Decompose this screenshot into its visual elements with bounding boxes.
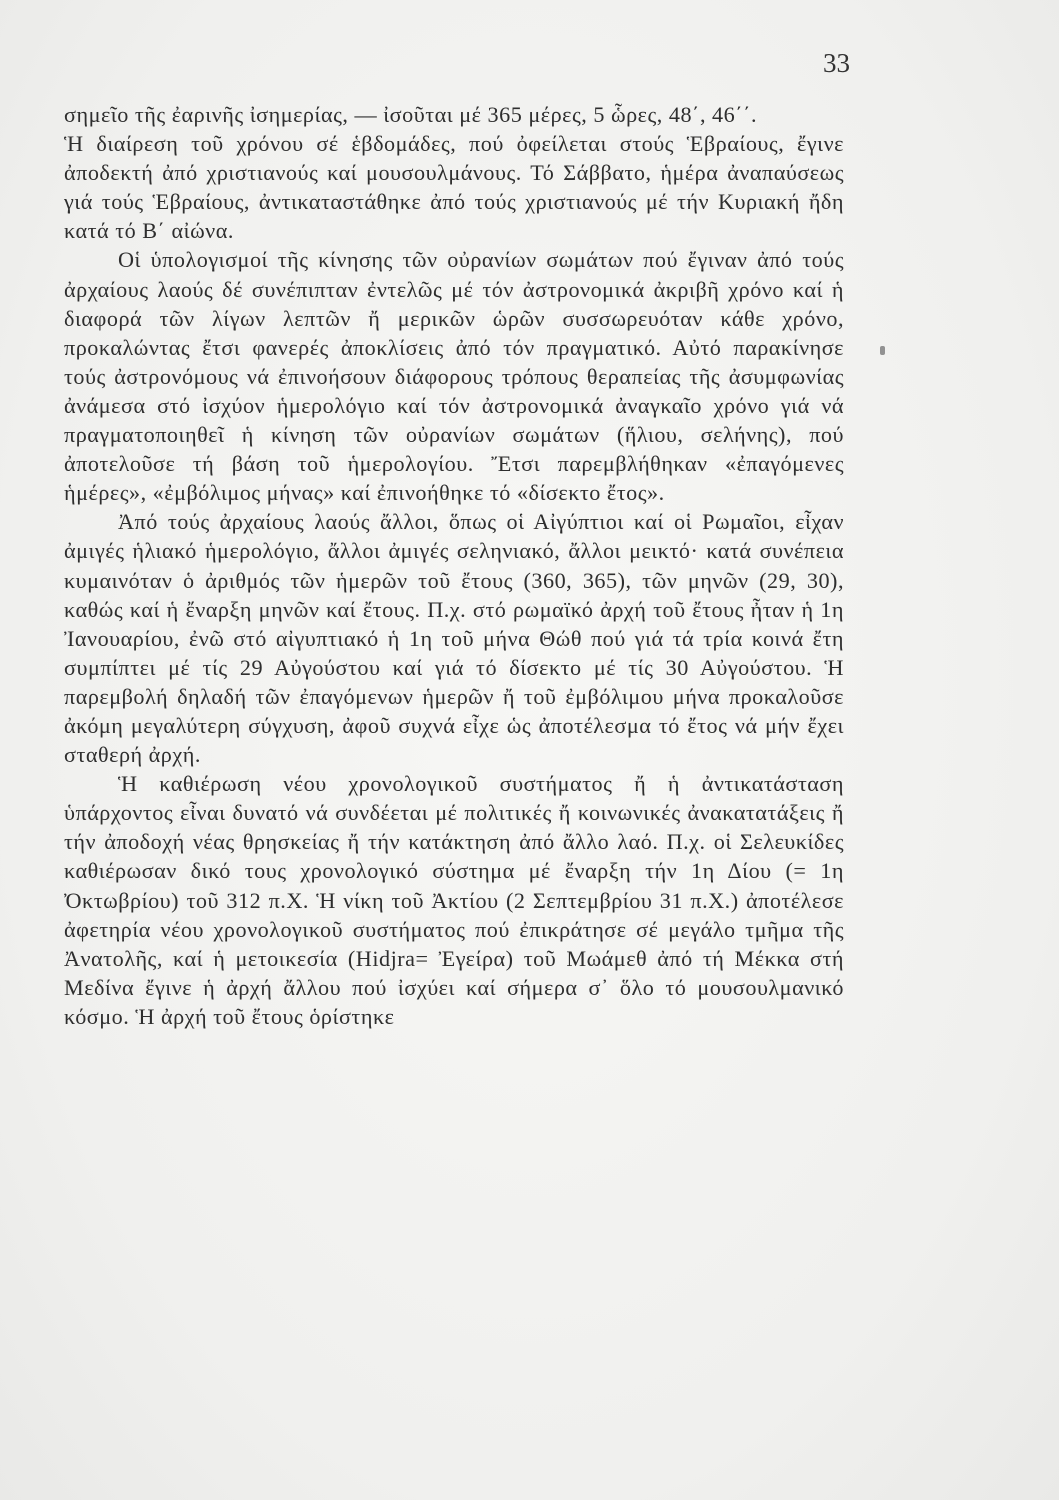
paragraph-ancient-calendars: Ἀπό τούς ἀρχαίους λαούς ἄλλοι, ὅπως οἱ Αἰγύπτιοι καί οἱ Ρωμαῖοι, εἶχαν ἀμιγές ἡλιακό ἡμερολόγιο, ἄλλοι ἀμιγές σεληνιακό, ἄλλοι μεικτό· κατά συνέπεια κυμαινόταν ὁ ἀριθμός τῶν ἡμερῶν τοῦ ἔτους (360, 365), τῶν μηνῶν (29, 30), καθώς καί ἡ ἔναρξη μηνῶν καί ἔτους. Π.χ. στό ρωμαϊκό ἀρχή τοῦ ἔτους ἦταν ἡ 1η Ἰανουαρίου, ἐνῶ στό αἰγυπτιακό ἡ 1η τοῦ μήνα Θώθ πού γιά τά τρία κοινά ἔτη συμπίπτει μέ τίς 29 Αὐγούστου καί γιά τό δίσεκτο μέ τίς 30 Αὐγούστου. Ἡ παρεμβολή δηλαδή τῶν ἐπαγόμενων ἡμερῶν ἤ τοῦ ἐμβόλιμου μήνα προκαλοῦσε ἀκόμη μεγαλύτερη σύγχυση, ἀφοῦ συχνά εἶχε ὡς ἀποτέλεσμα τό ἔτος νά μήν ἔχει σταθερή ἀρχή. <box>64 509 844 768</box>
margin-ink-mark <box>880 346 885 355</box>
paragraph-new-systems: Ἡ καθιέρωση νέου χρονολογικοῦ συστήματος ἤ ἡ ἀντικατάσταση ὑπάρχοντος εἶναι δυνατό νά συνδέεται μέ πολιτικές ἤ κοινωνικές ἀνακατατάξεις ἤ τήν ἀποδοχή νέας θρησκείας ἤ τήν κατάκτηση ἀπό ἄλλο λαό. Π.χ. οἱ Σελευκίδες καθιέρωσαν δικό τους χρονολογικό σύστημα μέ ἔναρξη τήν 1η Δίου (= 1η Ὀκτωβρίου) τοῦ 312 π.Χ. Ἡ νίκη τοῦ Ἀκτίου (2 Σεπτεμβρίου 31 π.Χ.) ἀποτέλεσε ἀφετηρία νέου χρονολογικοῦ συστήματος πού ἐπικράτησε σέ μεγάλο τμῆμα τῆς Ἀνατολῆς, καί ἡ μετοικεσία (Hidjra= Ἐγείρα) τοῦ Μωάμεθ ἀπό τή Μέκκα στή Μεδίνα ἔγινε ἡ ἀρχή ἄλλου πού ἰσχύει καί σήμερα σ᾽ ὅλο τό μουσουλμανικό κόσμο. Ἡ ἀρχή τοῦ ἔτους ὁρίστηκε <box>64 771 844 1029</box>
paragraph-weeks: Ἡ διαίρεση τοῦ χρόνου σέ ἑβδομάδες, πού ὀφείλεται στούς Ἑβραίους, ἔγινε ἀποδεκτή ἀπό χριστιανούς καί μουσουλμάνους. Τό Σάββατο, ἡμέρα ἀναπαύσεως γιά τούς Ἑβραίους, ἀντικαταστάθηκε ἀπό τούς χριστιανούς μέ τήν Κυριακή ἤδη κατά τό Β΄ αἰώνα. <box>64 131 844 244</box>
page-number: 33 <box>823 48 850 78</box>
paragraph-calculations: Οἱ ὑπολογισμοί τῆς κίνησης τῶν οὐρανίων σωμάτων πού ἔγιναν ἀπό τούς ἀρχαίους λαούς δέ συνέπιπταν ἐντελῶς μέ τόν ἀστρονομικά ἀκριβῆ χρόνο καί ἡ διαφορά τῶν λίγων λεπτῶν ἤ μερικῶν ὡρῶν συσσωρευόταν κάθε χρόνο, προκαλώντας ἔτσι φανερές ἀποκλίσεις ἀπό τόν πραγματικό. Αὐτό παρακίνησε τούς ἀστρονόμους νά ἐπινοήσουν διάφορους τρόπους θεραπείας τῆς ἀσυμφωνίας ἀνάμεσα στό ἰσχύον ἡμερολόγιο καί τόν ἀστρονομικά ἀναγκαῖο χρόνο γιά νά πραγματοποιηθεῖ ἡ κίνηση τῶν οὐρανίων σωμάτων (ἥλιου, σελήνης), πού ἀποτελοῦσε τή βάση τοῦ ἡμερολογίου. Ἔτσι παρεμβλήθηκαν «ἐπαγόμενες ἡμέρες», «ἐμβόλιμος μήνας» καί ἐπινοήθηκε τό «δίσεκτο ἔτος». <box>64 247 844 506</box>
body-text <box>64 100 844 1031</box>
paragraph-equinox-end: σημεῖο τῆς ἐαρινῆς ἰσημερίας, — ἰσοῦται μέ 365 μέρες, 5 ὧρες, 48΄, 46΄΄. <box>64 102 758 127</box>
